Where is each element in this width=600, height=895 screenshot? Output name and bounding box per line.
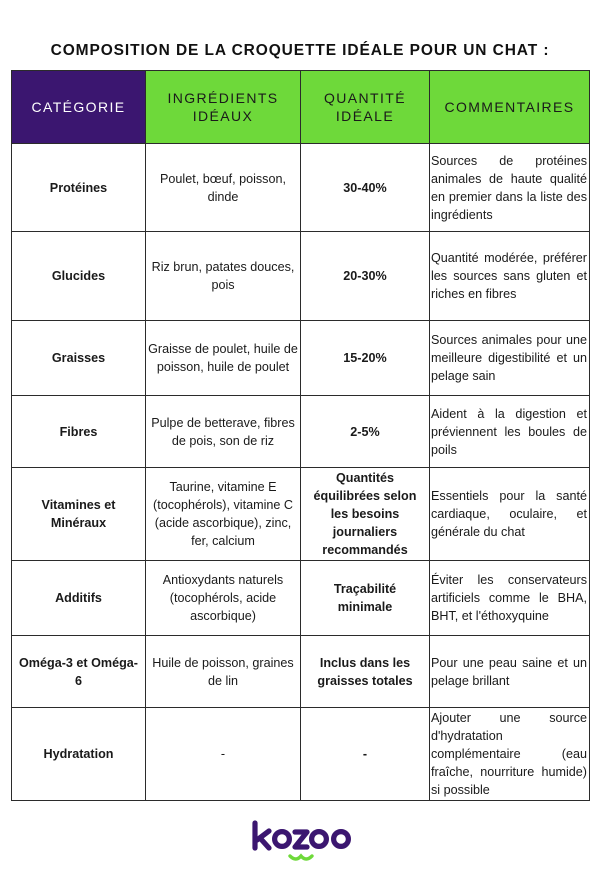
cell-ingredients: Taurine, vitamine E (tocophérols), vitamine C (acide ascorbique), zinc, fer, calcium bbox=[146, 468, 301, 561]
cell-category: Vitamines et Minéraux bbox=[12, 468, 146, 561]
table-header-row bbox=[12, 71, 590, 144]
header-ingredients: INGRÉDIENTS IDÉAUX bbox=[146, 71, 301, 144]
table-row bbox=[12, 708, 590, 801]
cell-ingredients: Antioxydants naturels (tocophérols, acide ascorbique) bbox=[146, 561, 301, 636]
table-row bbox=[12, 561, 590, 636]
cell-quantity: Traçabilité minimale bbox=[301, 561, 430, 636]
page-title: COMPOSITION DE LA CROQUETTE IDÉALE POUR UN CHAT : bbox=[50, 42, 550, 59]
header-comments: COMMENTAIRES bbox=[430, 71, 590, 144]
cell-comments: Essentiels pour la santé cardiaque, oculaire, et générale du chat bbox=[430, 468, 590, 561]
cell-quantity: Quantités équilibrées selon les besoins journaliers recommandés bbox=[301, 468, 430, 561]
table-row bbox=[12, 232, 590, 321]
header-category: CATÉGORIE bbox=[12, 71, 146, 144]
cell-comments: Aident à la digestion et préviennent les boules de poils bbox=[430, 396, 590, 468]
table-row bbox=[12, 144, 590, 232]
cell-category: Glucides bbox=[12, 232, 146, 321]
table-row bbox=[12, 468, 590, 561]
cell-quantity: Inclus dans les graisses totales bbox=[301, 636, 430, 708]
cell-quantity: 30-40% bbox=[301, 144, 430, 232]
cell-category: Protéines bbox=[12, 144, 146, 232]
cell-quantity: - bbox=[301, 708, 430, 801]
cell-ingredients: Graisse de poulet, huile de poisson, huile de poulet bbox=[146, 321, 301, 396]
cell-comments: Sources animales pour une meilleure digestibilité et un pelage sain bbox=[430, 321, 590, 396]
composition-table bbox=[11, 70, 590, 801]
table-row bbox=[12, 396, 590, 468]
cell-quantity: 15-20% bbox=[301, 321, 430, 396]
cell-ingredients: Riz brun, patates douces, pois bbox=[146, 232, 301, 321]
cell-ingredients: Pulpe de betterave, fibres de pois, son de riz bbox=[146, 396, 301, 468]
cell-category: Fibres bbox=[12, 396, 146, 468]
cell-comments: Pour une peau saine et un pelage brillant bbox=[430, 636, 590, 708]
cell-category: Additifs bbox=[12, 561, 146, 636]
cell-comments: Quantité modérée, préférer les sources sans gluten et riches en fibres bbox=[430, 232, 590, 321]
cell-category: Oméga-3 et Oméga-6 bbox=[12, 636, 146, 708]
cell-quantity: 2-5% bbox=[301, 396, 430, 468]
cell-category: Hydratation bbox=[12, 708, 146, 801]
kozoo-logo-icon bbox=[248, 817, 352, 865]
table-row bbox=[12, 321, 590, 396]
cell-ingredients: - bbox=[146, 708, 301, 801]
kozoo-logo bbox=[0, 815, 600, 867]
cell-comments: Ajouter une source d'hydratation complémentaire (eau fraîche, nourriture humide) si possible bbox=[430, 708, 590, 801]
cell-comments: Éviter les conservateurs artificiels comme le BHA, BHT, et l'éthoxyquine bbox=[430, 561, 590, 636]
cell-quantity: 20-30% bbox=[301, 232, 430, 321]
cell-category: Graisses bbox=[12, 321, 146, 396]
cell-ingredients: Poulet, bœuf, poisson, dinde bbox=[146, 144, 301, 232]
table-row bbox=[12, 636, 590, 708]
cell-comments: Sources de protéines animales de haute qualité en premier dans la liste des ingrédients bbox=[430, 144, 590, 232]
cell-ingredients: Huile de poisson, graines de lin bbox=[146, 636, 301, 708]
header-quantity: QUANTITÉ IDÉALE bbox=[301, 71, 430, 144]
